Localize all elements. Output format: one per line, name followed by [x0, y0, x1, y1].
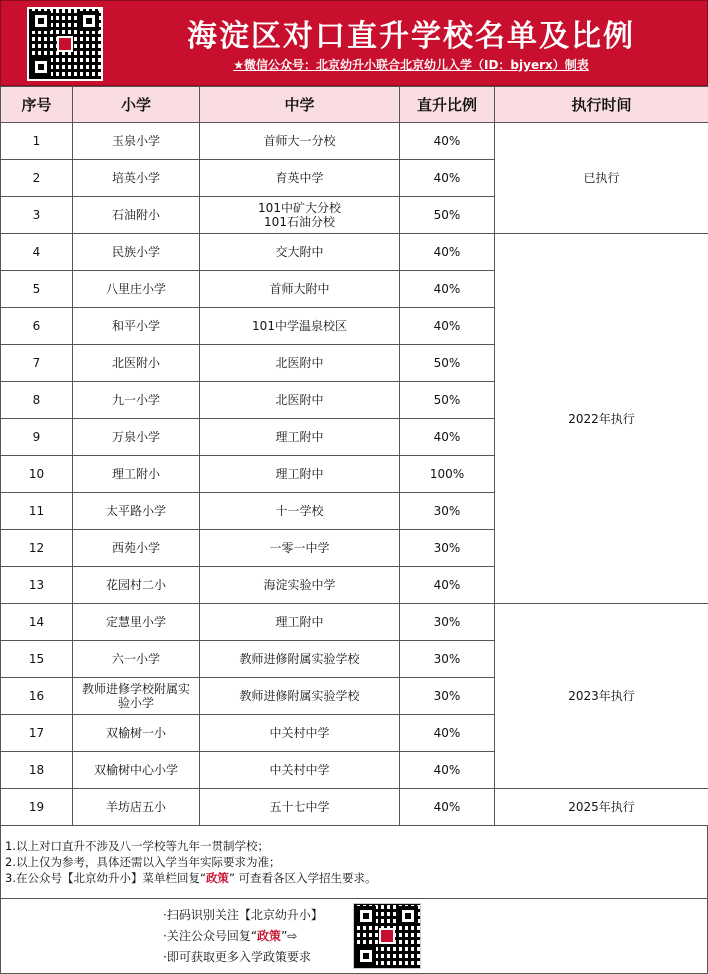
middle-school-cell: 理工附中 — [200, 604, 400, 641]
primary-school-cell: 玉泉小学 — [73, 123, 200, 160]
footer-line: ·扫码识别关注【北京幼升小】 — [163, 908, 323, 922]
footer-line: ·关注公众号回复“政策”⇨ — [163, 929, 298, 943]
exec-time-cell: 2025年执行 — [495, 789, 708, 826]
row-number-cell: 12 — [1, 530, 73, 567]
row-number-cell: 19 — [1, 789, 73, 826]
primary-school-cell: 六一小学 — [73, 641, 200, 678]
exec-time-cell: 2022年执行 — [495, 234, 708, 604]
middle-school-cell: 理工附中 — [200, 419, 400, 456]
ratio-cell: 40% — [400, 123, 495, 160]
row-number-cell: 9 — [1, 419, 73, 456]
middle-school-cell: 海淀实验中学 — [200, 567, 400, 604]
row-number-cell: 5 — [1, 271, 73, 308]
policy-keyword: 政策 — [257, 929, 282, 943]
middle-school-cell: 中关村中学 — [200, 752, 400, 789]
page-subtitle: ★微信公众号：北京幼升小联合北京幼儿入学（ID：bjyerx）制表 — [233, 58, 589, 72]
middle-school-cell: 十一学校 — [200, 493, 400, 530]
ratio-cell: 30% — [400, 678, 495, 715]
row-number-cell: 10 — [1, 456, 73, 493]
primary-school-cell: 西苑小学 — [73, 530, 200, 567]
primary-school-cell: 定慧里小学 — [73, 604, 200, 641]
row-number-cell: 2 — [1, 160, 73, 197]
table-row — [1, 789, 708, 826]
table-row — [1, 604, 708, 641]
middle-school-cell: 北医附中 — [200, 382, 400, 419]
exec-time-cell: 2023年执行 — [495, 604, 708, 789]
qr-code-icon — [27, 7, 103, 81]
primary-school-cell: 九一小学 — [73, 382, 200, 419]
table-header-row — [1, 87, 708, 123]
primary-school-cell: 双榆树一小 — [73, 715, 200, 752]
col-header-exec: 执行时间 — [495, 87, 708, 123]
ratio-cell: 30% — [400, 530, 495, 567]
middle-school-cell: 教师进修附属实验学校 — [200, 678, 400, 715]
ratio-cell: 50% — [400, 345, 495, 382]
primary-school-cell: 花园村二小 — [73, 567, 200, 604]
middle-school-cell: 首师大附中 — [200, 271, 400, 308]
footer-line: ·即可获取更多入学政策要求 — [163, 950, 311, 964]
ratio-cell: 30% — [400, 641, 495, 678]
col-header-primary: 小学 — [73, 87, 200, 123]
primary-school-cell: 民族小学 — [73, 234, 200, 271]
ratio-cell: 100% — [400, 456, 495, 493]
middle-school-cell: 交大附中 — [200, 234, 400, 271]
row-number-cell: 3 — [1, 197, 73, 234]
ratio-cell: 40% — [400, 715, 495, 752]
row-number-cell: 4 — [1, 234, 73, 271]
page-title: 海淀区对口直升学校名单及比例 — [187, 19, 635, 54]
ratio-cell: 40% — [400, 789, 495, 826]
table-row — [1, 123, 708, 160]
row-number-cell: 13 — [1, 567, 73, 604]
policy-keyword: 政策 — [205, 871, 229, 885]
middle-school-cell: 中关村中学 — [200, 715, 400, 752]
row-number-cell: 17 — [1, 715, 73, 752]
ratio-cell: 40% — [400, 419, 495, 456]
row-number-cell: 14 — [1, 604, 73, 641]
primary-school-cell: 教师进修学校附属实 验小学 — [73, 678, 200, 715]
col-header-ratio: 直升比例 — [400, 87, 495, 123]
row-number-cell: 6 — [1, 308, 73, 345]
primary-school-cell: 石油附小 — [73, 197, 200, 234]
primary-school-cell: 北医附小 — [73, 345, 200, 382]
exec-time-cell: 已执行 — [495, 123, 708, 234]
notes-section — [0, 826, 708, 899]
middle-school-cell: 首师大一分校 — [200, 123, 400, 160]
middle-school-cell: 理工附中 — [200, 456, 400, 493]
row-number-cell: 15 — [1, 641, 73, 678]
primary-school-cell: 万泉小学 — [73, 419, 200, 456]
page-footer — [0, 899, 708, 974]
ratio-cell: 40% — [400, 160, 495, 197]
note-line: 1.以上对口直升不涉及八一学校等九年一贯制学校； — [5, 839, 269, 853]
primary-school-cell: 理工附小 — [73, 456, 200, 493]
middle-school-cell: 育英中学 — [200, 160, 400, 197]
ratio-cell: 40% — [400, 308, 495, 345]
row-number-cell: 8 — [1, 382, 73, 419]
table-row — [1, 234, 708, 271]
middle-school-cell: 北医附中 — [200, 345, 400, 382]
qr-code-icon — [353, 903, 421, 969]
primary-school-cell: 双榆树中心小学 — [73, 752, 200, 789]
middle-school-cell: 101中学温泉校区 — [200, 308, 400, 345]
row-number-cell: 11 — [1, 493, 73, 530]
note-line: 2.以上仅为参考，具体还需以入学当年实际要求为准； — [5, 855, 281, 869]
ratio-cell: 50% — [400, 382, 495, 419]
primary-school-cell: 和平小学 — [73, 308, 200, 345]
col-header-no: 序号 — [1, 87, 73, 123]
primary-school-cell: 太平路小学 — [73, 493, 200, 530]
ratio-cell: 40% — [400, 752, 495, 789]
middle-school-cell: 教师进修附属实验学校 — [200, 641, 400, 678]
col-header-middle: 中学 — [200, 87, 400, 123]
row-number-cell: 16 — [1, 678, 73, 715]
primary-school-cell: 羊坊店五小 — [73, 789, 200, 826]
ratio-cell: 30% — [400, 493, 495, 530]
row-number-cell: 7 — [1, 345, 73, 382]
middle-school-cell: 一零一中学 — [200, 530, 400, 567]
ratio-cell: 40% — [400, 271, 495, 308]
middle-school-cell: 五十七中学 — [200, 789, 400, 826]
middle-school-cell: 101中矿大分校 101石油分校 — [200, 197, 400, 234]
row-number-cell: 18 — [1, 752, 73, 789]
page-header — [0, 0, 708, 86]
ratio-cell: 40% — [400, 234, 495, 271]
primary-school-cell: 八里庄小学 — [73, 271, 200, 308]
row-number-cell: 1 — [1, 123, 73, 160]
school-table — [0, 86, 708, 826]
ratio-cell: 40% — [400, 567, 495, 604]
note-line: 3.在公众号【北京幼升小】菜单栏回复“政策” 可查看各区入学招生要求。 — [5, 871, 377, 885]
ratio-cell: 30% — [400, 604, 495, 641]
primary-school-cell: 培英小学 — [73, 160, 200, 197]
ratio-cell: 50% — [400, 197, 495, 234]
